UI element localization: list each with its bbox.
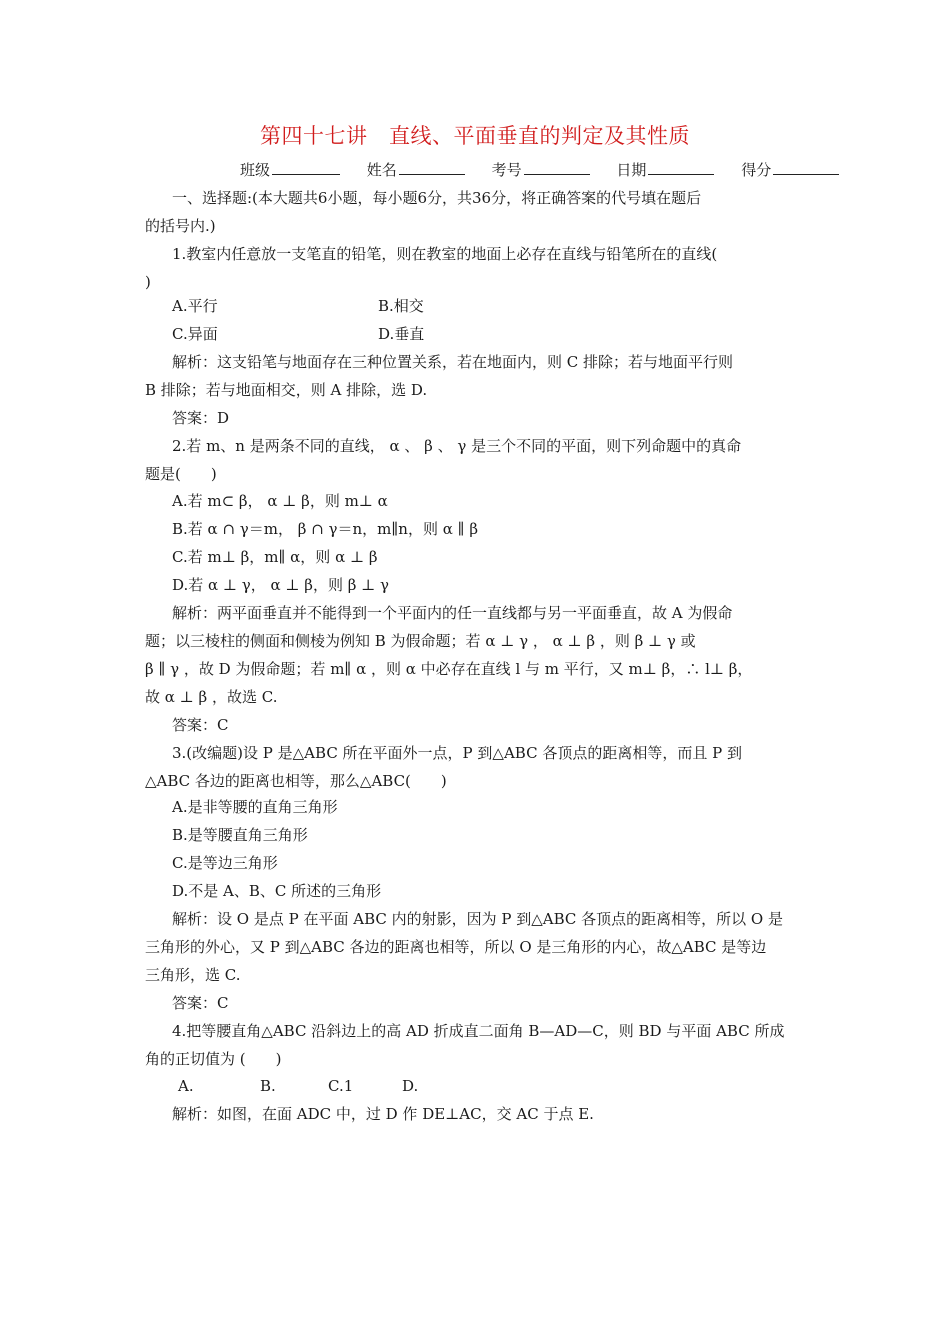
q3-option-c: C.是等边三角形 <box>172 854 278 872</box>
q1-stem-line2: ) <box>145 273 151 291</box>
q3-analysis-line1: 解析：设 O 是点 P 在平面 ABC 内的射影，因为 P 到△ABC 各顶点的距离相等，所以 O 是 <box>172 910 783 928</box>
page-title: 第四十七讲 直线、平面垂直的判定及其性质 <box>260 124 690 148</box>
q2-option-d: D.若 α ⊥ γ， α ⊥ β，则 β ⊥ γ <box>172 576 390 594</box>
q4-option-c: C.1 <box>328 1077 354 1095</box>
q2-option-a: A.若 m⊂ β， α ⊥ β，则 m⊥ α <box>172 492 388 510</box>
q3-option-a: A.是非等腰的直角三角形 <box>172 798 338 816</box>
name-blank <box>399 160 465 175</box>
q4-stem-line2: 角的正切值为 ( ) <box>145 1050 282 1068</box>
q3-stem-line2: △ABC 各边的距离也相等，那么△ABC( ) <box>145 772 447 790</box>
score-label: 得分 <box>741 161 772 179</box>
q3-option-d: D.不是 A、B、C 所述的三角形 <box>172 882 382 900</box>
q3-stem-line1: 3.(改编题)设 P 是△ABC 所在平面外一点，P 到△ABC 各顶点的距离相等，而且 P 到 <box>172 744 742 762</box>
date-label: 日期 <box>616 161 647 179</box>
q2-analysis-line4: 故 α ⊥ β ，故选 C. <box>145 688 278 706</box>
date-blank <box>648 160 714 175</box>
score-blank <box>773 160 839 175</box>
q3-analysis-line3: 三角形，选 C. <box>145 966 241 984</box>
q1-analysis-line1: 解析：这支铅笔与地面存在三种位置关系，若在地面内，则 C 排除；若与地面平行则 <box>172 353 734 371</box>
q1-option-d: D.垂直 <box>378 325 425 343</box>
class-label: 班级 <box>240 161 271 179</box>
class-blank <box>272 160 340 175</box>
q1-option-c: C.异面 <box>172 325 218 343</box>
q4-analysis-line1: 解析：如图，在面 ADC 中，过 D 作 DE⊥AC，交 AC 于点 E. <box>172 1105 594 1123</box>
exam-no-blank <box>524 160 590 175</box>
q4-option-d: D. <box>402 1077 419 1095</box>
q3-answer: 答案：C <box>172 994 229 1012</box>
q4-stem-line1: 4.把等腰直角△ABC 沿斜边上的高 AD 折成直二面角 B—AD—C，则 BD 与平面 ABC 所成 <box>172 1022 785 1040</box>
q4-option-b: B. <box>260 1077 276 1095</box>
name-label: 姓名 <box>366 161 397 179</box>
q2-option-b: B.若 α ∩ γ＝m， β ∩ γ＝n，m∥n，则 α ∥ β <box>172 520 478 538</box>
q1-stem-line1: 1.教室内任意放一支笔直的铅笔，则在教室的地面上必存在直线与铅笔所在的直线( <box>172 245 718 263</box>
q2-analysis-line2: 题；以三棱柱的侧面和侧棱为例知 B 为假命题；若 α ⊥ γ ， α ⊥ β ，则 β ⊥ γ 或 <box>145 632 696 650</box>
exam-no-label: 考号 <box>491 161 522 179</box>
q4-option-a: A. <box>178 1077 194 1095</box>
q1-option-b: B.相交 <box>378 297 424 315</box>
q2-option-c: C.若 m⊥ β，m∥ α，则 α ⊥ β <box>172 548 378 566</box>
q2-stem-line1: 2.若 m、n 是两条不同的直线， α 、 β 、 γ 是三个不同的平面，则下列命题中的真命 <box>172 437 742 455</box>
q1-option-a: A.平行 <box>172 297 218 315</box>
q2-analysis-line3: β ∥ γ ，故 D 为假命题；若 m∥ α ，则 α 中必存在直线 l 与 m 平行，又 m⊥ β，∴ l⊥ β， <box>145 660 753 678</box>
q2-stem-line2: 题是( ) <box>145 465 217 483</box>
section-intro-line1: 一、选择题:(本大题共6小题，每小题6分，共36分，将正确答案的代号填在题后 <box>172 189 702 207</box>
q3-analysis-line2: 三角形的外心，又 P 到△ABC 各边的距离也相等，所以 O 是三角形的内心，故△ABC 是等边 <box>145 938 767 956</box>
q1-analysis-line2: B 排除；若与地面相交，则 A 排除，选 D. <box>145 381 428 399</box>
q1-answer: 答案：D <box>172 409 230 427</box>
section-intro-line2: 的括号内.) <box>145 217 216 235</box>
q3-option-b: B.是等腰直角三角形 <box>172 826 308 844</box>
student-info-fields <box>240 160 839 180</box>
q2-analysis-line1: 解析：两平面垂直并不能得到一个平面内的任一直线都与另一平面垂直，故 A 为假命 <box>172 604 733 622</box>
q2-answer: 答案：C <box>172 716 229 734</box>
